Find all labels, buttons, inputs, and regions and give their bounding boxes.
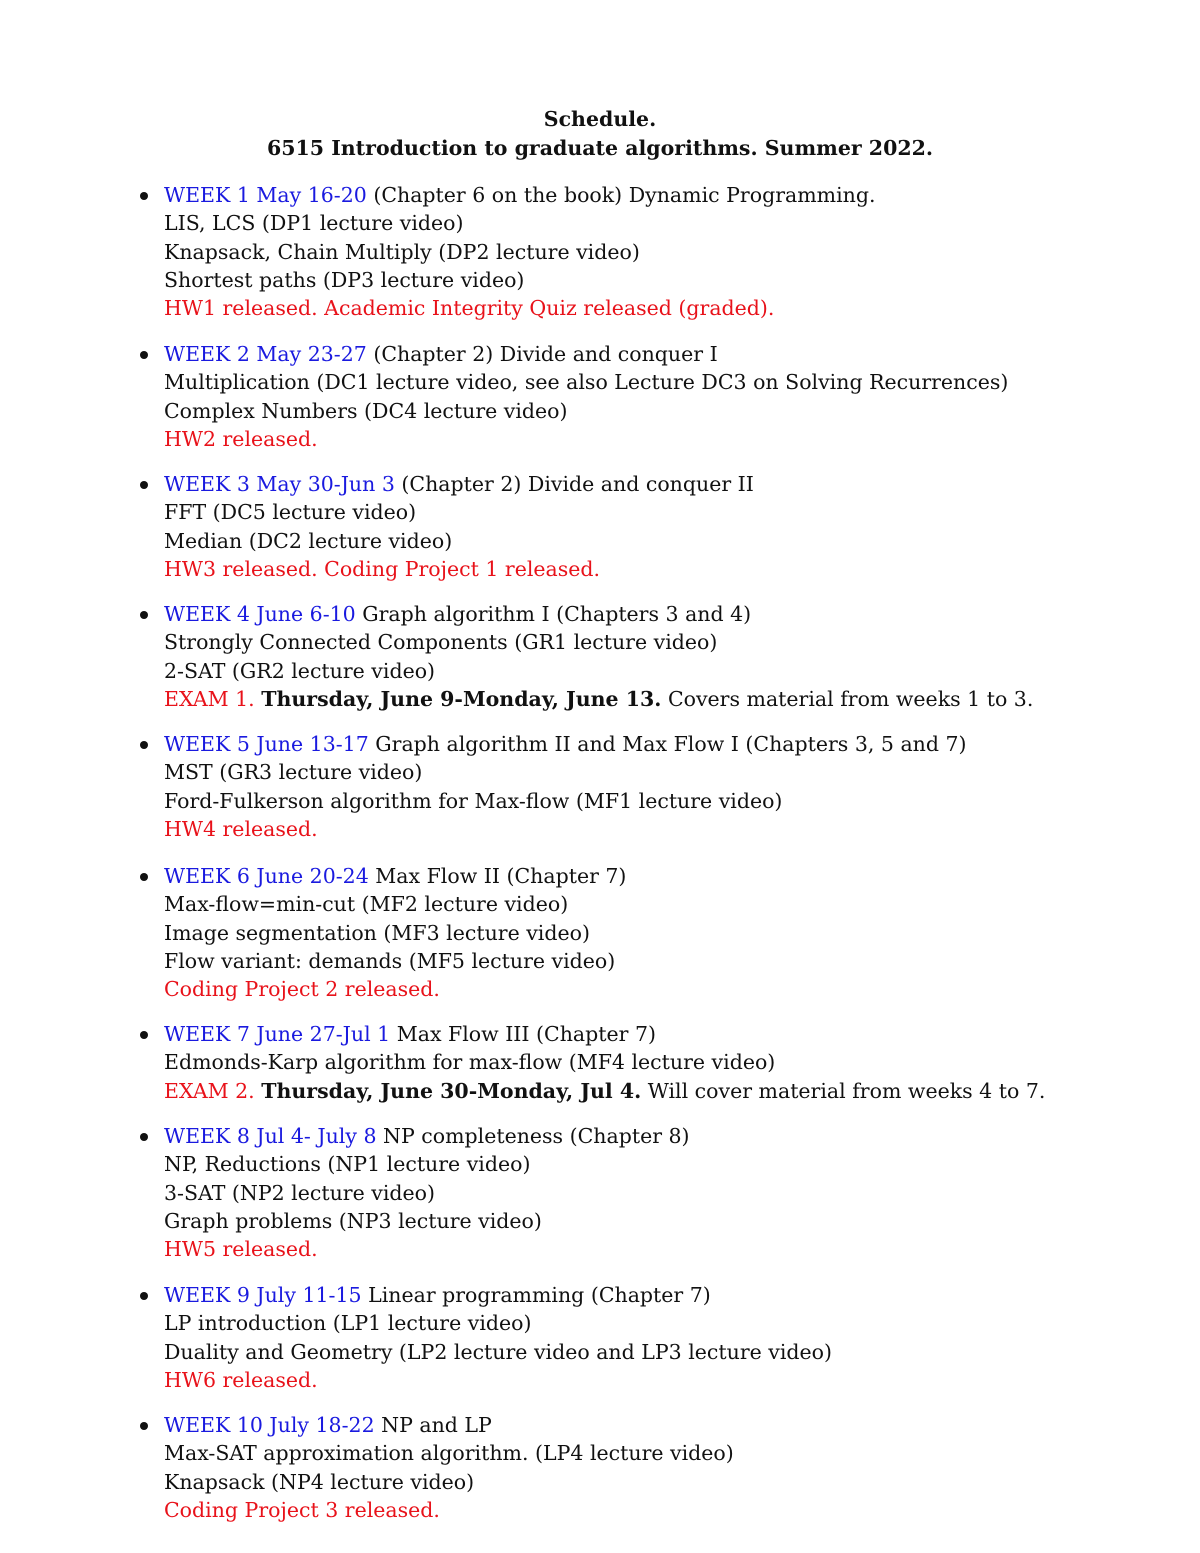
- course-title: 6515 Introduction to graduate algorithms. Summer 2022.: [267, 136, 933, 160]
- week-item: [138, 1411, 1178, 1524]
- week-heading: [138, 1020, 1178, 1048]
- lecture-item: Max-SAT approximation algorithm. (LP4 lecture video): [164, 1441, 734, 1466]
- week-heading: [138, 1281, 1178, 1309]
- bullet-icon: [140, 192, 148, 200]
- bullet-icon: [140, 351, 148, 359]
- week-item: [138, 1020, 1178, 1105]
- week-topic: NP and LP: [374, 1413, 492, 1437]
- week-heading: [138, 1122, 1178, 1150]
- week-item: [138, 862, 1178, 1003]
- week-topic: Graph algorithm I (Chapters 3 and 4): [355, 602, 752, 626]
- release-note: Coding Project 2 released.: [164, 977, 440, 1002]
- week-item: [138, 470, 1178, 583]
- lecture-item: Knapsack, Chain Multiply (DP2 lecture video): [164, 239, 640, 264]
- lecture-item: Edmonds-Karp algorithm for max-flow (MF4 lecture video): [164, 1050, 776, 1075]
- week-dates: WEEK 8 Jul 4- July 8: [164, 1124, 377, 1148]
- lecture-item: Graph problems (NP3 lecture video): [164, 1208, 542, 1233]
- week-topic: Graph algorithm II and Max Flow I (Chapters 3, 5 and 7): [368, 732, 967, 756]
- exam-line: [138, 1077, 1178, 1105]
- lecture-item: MST (GR3 lecture video): [164, 760, 423, 785]
- week-item: [138, 181, 1178, 322]
- exam-coverage: Covers material from weeks 1 to 3.: [667, 686, 1034, 711]
- week-item: [138, 600, 1178, 713]
- week-topic: Max Flow III (Chapter 7): [390, 1022, 656, 1046]
- week-dates: WEEK 1 May 16-20: [164, 183, 367, 207]
- week-dates: WEEK 7 June 27-Jul 1: [164, 1022, 391, 1046]
- exam-line: [138, 685, 1178, 713]
- lecture-item: Ford-Fulkerson algorithm for Max-flow (MF1 lecture video): [164, 788, 783, 813]
- week-dates: WEEK 9 July 11-15: [164, 1283, 362, 1307]
- week-dates: WEEK 3 May 30-Jun 3: [164, 472, 395, 496]
- week-topic: (Chapter 2) Divide and conquer I: [366, 342, 718, 366]
- week-item: [138, 340, 1178, 453]
- bullet-icon: [140, 1031, 148, 1039]
- release-note: Coding Project 3 released.: [164, 1497, 440, 1522]
- week-item: [138, 1122, 1178, 1263]
- lecture-item: Shortest paths (DP3 lecture video): [164, 267, 525, 292]
- exam-dates: Thursday, June 30-Monday, Jul 4.: [261, 1078, 642, 1103]
- week-heading: [138, 470, 1178, 498]
- release-note: HW1 released. Academic Integrity Quiz released (graded).: [164, 296, 775, 321]
- lecture-item: Flow variant: demands (MF5 lecture video): [164, 948, 616, 973]
- week-topic: Max Flow II (Chapter 7): [368, 864, 627, 888]
- lecture-item: Max-flow=min-cut (MF2 lecture video): [164, 892, 569, 917]
- bullet-icon: [140, 741, 148, 749]
- lecture-item: Image segmentation (MF3 lecture video): [164, 920, 590, 945]
- week-dates: WEEK 4 June 6-10: [164, 602, 356, 626]
- lecture-item: LIS, LCS (DP1 lecture video): [164, 211, 464, 236]
- lecture-item: Median (DC2 lecture video): [164, 528, 453, 553]
- lecture-item: 2-SAT (GR2 lecture video): [164, 658, 436, 683]
- week-dates: WEEK 2 May 23-27: [164, 342, 367, 366]
- week-heading: [138, 1411, 1178, 1439]
- week-dates: WEEK 5 June 13-17: [164, 732, 369, 756]
- release-note: HW6 released.: [164, 1367, 318, 1392]
- week-heading: [138, 600, 1178, 628]
- week-topic: (Chapter 2) Divide and conquer II: [394, 472, 754, 496]
- exam-dates: Thursday, June 9-Monday, June 13.: [261, 686, 662, 711]
- lecture-item: Multiplication (DC1 lecture video, see also Lecture DC3 on Solving Recurrences): [164, 370, 1009, 395]
- page-title: Schedule.: [543, 107, 657, 131]
- bullet-icon: [140, 481, 148, 489]
- bullet-icon: [140, 873, 148, 881]
- bullet-icon: [140, 1133, 148, 1141]
- lecture-item: Strongly Connected Components (GR1 lecture video): [164, 630, 718, 655]
- week-item: [138, 730, 1178, 843]
- week-heading: [138, 730, 1178, 758]
- week-dates: WEEK 6 June 20-24: [164, 864, 369, 888]
- lecture-item: NP, Reductions (NP1 lecture video): [164, 1152, 531, 1177]
- lecture-item: 3-SAT (NP2 lecture video): [164, 1180, 435, 1205]
- week-topic: NP completeness (Chapter 8): [376, 1124, 690, 1148]
- lecture-item: FFT (DC5 lecture video): [164, 500, 417, 525]
- lecture-item: Complex Numbers (DC4 lecture video): [164, 398, 568, 423]
- week-heading: [138, 862, 1178, 890]
- exam-label: EXAM 1.: [164, 686, 255, 711]
- week-dates: WEEK 10 July 18-22: [164, 1413, 375, 1437]
- week-heading: [138, 340, 1178, 368]
- release-note: HW5 released.: [164, 1237, 318, 1262]
- release-note: HW3 released. Coding Project 1 released.: [164, 556, 601, 581]
- week-topic: Linear programming (Chapter 7): [361, 1283, 711, 1307]
- bullet-icon: [140, 1292, 148, 1300]
- exam-label: EXAM 2.: [164, 1078, 255, 1103]
- release-note: HW2 released.: [164, 426, 318, 451]
- lecture-item: Duality and Geometry (LP2 lecture video and LP3 lecture video): [164, 1339, 833, 1364]
- week-topic: (Chapter 6 on the book) Dynamic Programming.: [366, 183, 876, 207]
- exam-coverage: Will cover material from weeks 4 to 7.: [647, 1078, 1046, 1103]
- bullet-icon: [140, 611, 148, 619]
- lecture-item: Knapsack (NP4 lecture video): [164, 1469, 475, 1494]
- lecture-item: LP introduction (LP1 lecture video): [164, 1311, 532, 1336]
- week-item: [138, 1281, 1178, 1394]
- bullet-icon: [140, 1422, 148, 1430]
- release-note: HW4 released.: [164, 816, 318, 841]
- week-heading: [138, 181, 1178, 209]
